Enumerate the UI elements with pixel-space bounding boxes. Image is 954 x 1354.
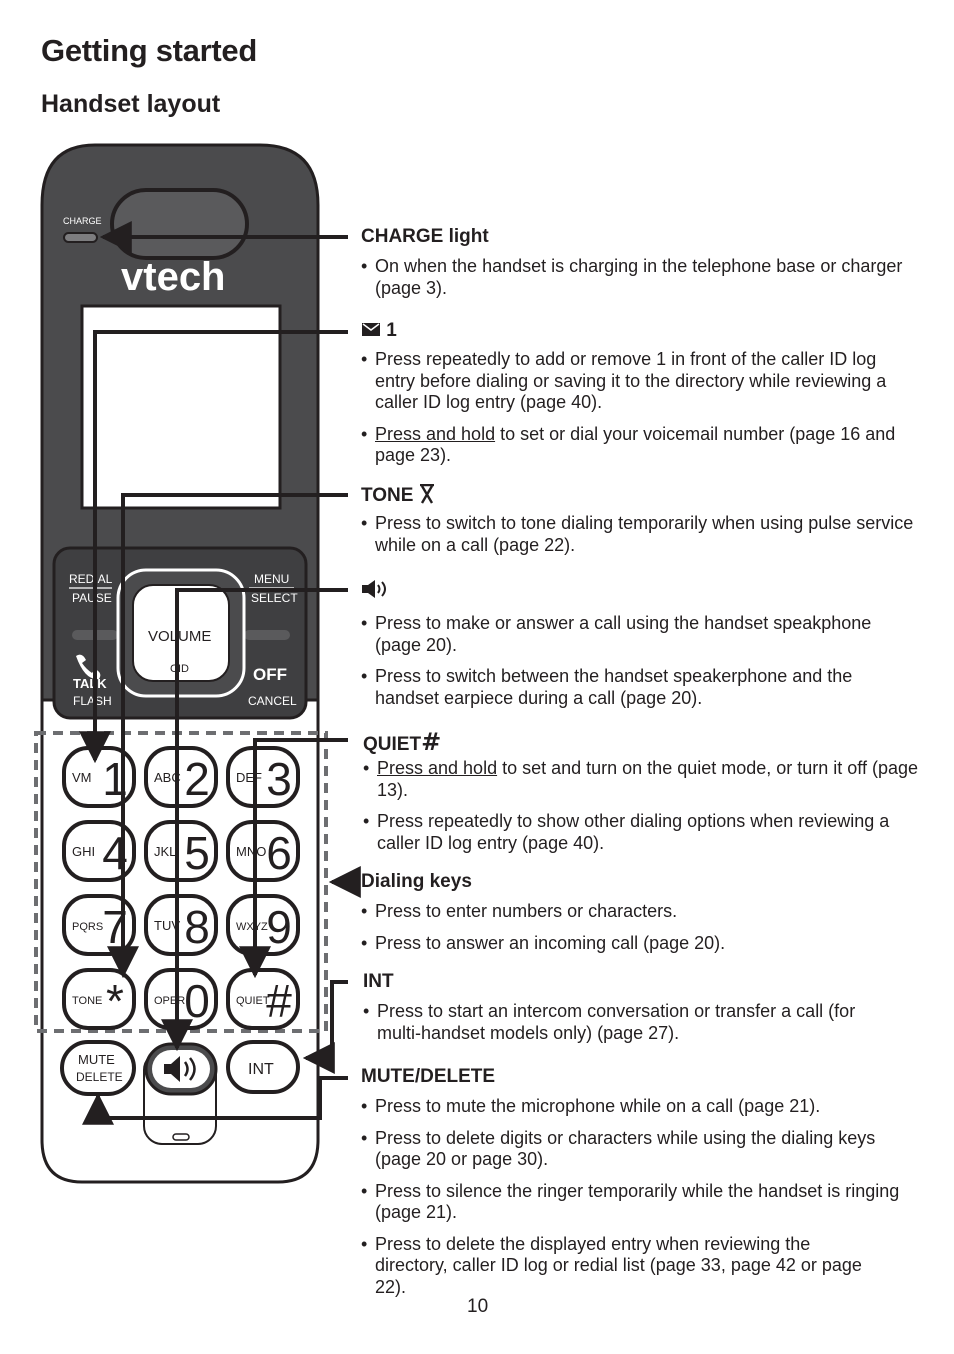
redial-label: REDIAL [69,572,113,586]
mute-bullets [361,1096,921,1308]
dial-key-digit: 9 [266,901,292,953]
tone-star-icon [419,484,435,504]
list-item: • Press to make or answer a call using the handset speakphone (page 20). [361,613,921,656]
dial-key-2[interactable] [146,748,216,806]
list-item: • Press repeatedly to show other dialing options when reviewing a caller ID log entry (page 40). [363,811,923,854]
tone-bullets [361,513,921,566]
section-subtitle: Handset layout [41,90,221,118]
svg-text:INT: INT [248,1061,274,1078]
dial-key-letters: MNO [236,844,267,859]
quiet-bullets [363,758,923,864]
dial-key-star[interactable] [64,970,134,1028]
mute-delete-key [62,1042,134,1094]
vm-title: 1 [361,320,397,342]
pause-label: PAUSE [72,591,112,605]
svg-text:DELETE: DELETE [76,1070,123,1084]
off-label: OFF [253,665,287,684]
int-bullets [363,1001,863,1054]
page-number: 10 [467,1296,489,1317]
list-item: • Press to start an intercom conversation or transfer a call (for multi-handset models only) (page 27). [363,1001,863,1044]
dial-key-letters: ABC [154,770,181,785]
list-item: • Press to answer an incoming call (page 20). [361,933,921,955]
display-screen [82,306,280,508]
vm-bullets [361,349,921,477]
speaker-icon [361,579,389,599]
dial-key-letters: GHI [72,844,96,859]
dial-key-digit: * [106,975,124,1027]
dial-key-digit: 0 [184,975,210,1027]
list-item: • Press to enter numbers or characters. [361,901,921,923]
list-item: • Press to switch between the handset speakerphone and the handset earpiece during a call (page 20). [361,666,921,709]
brand-logo: vtech [121,255,226,299]
dial-key-letters: TUV [154,918,180,933]
menu-label: MENU [254,572,290,586]
flash-label: FLASH [73,694,112,708]
list-item: • Press repeatedly to add or remove 1 in front of the caller ID log entry before dialing or saving it to the directory while reviewing a caller ID log entry (page 40). [361,349,921,414]
dial-key-8[interactable] [146,896,216,954]
dial-key-digit: 5 [184,827,210,879]
list-item: • Press and hold to set and turn on the quiet mode, or turn it off (page 13). [363,758,923,801]
quiet-title: QUIET# [363,727,442,756]
charge-light-title: CHARGE light [361,226,489,247]
dial-key-letters: OPER [154,995,186,1007]
dial-key-9[interactable] [228,896,298,954]
list-item: • Press to mute the microphone while on a call (page 21). [361,1096,921,1118]
cancel-label: CANCEL [248,694,297,708]
dial-key-digit: 2 [184,753,210,805]
svg-text:MUTE: MUTE [78,1052,115,1067]
dial-key-digit: 1 [102,753,128,805]
page-title: Getting started [41,33,257,68]
charge-light [64,233,97,242]
list-item: • Press to switch to tone dialing temporarily when using pulse service while on a call (page 22). [361,513,921,556]
dial-key-letters: JKL [154,844,177,859]
talk-label: TALK [73,676,107,691]
dial-key-letters: VM [72,770,92,785]
charge-bullets [361,256,921,309]
dial-key-0[interactable] [146,970,216,1028]
select-label: SELECT [251,591,298,605]
charge-label: CHARGE [63,216,102,226]
list-item: • Press to delete digits or characters while using the dialing keys (page 20 or page 30). [361,1128,921,1171]
dialing-keys-title: Dialing keys [361,871,472,892]
int-title: INT [363,971,394,992]
dial-key-letters: DEF [236,770,262,785]
cid-label: CID [170,663,189,675]
list-item: • On when the handset is charging in the telephone base or charger (page 3). [361,256,921,299]
dial-key-digit: 4 [102,827,128,879]
dial-key-hash[interactable] [228,970,298,1028]
volume-label: VOLUME [148,628,212,645]
dial-key-letters: QUIET [236,995,270,1007]
speaker-bullets [361,613,921,719]
mute-delete-title: MUTE/DELETE [361,1066,496,1087]
dial-key-digit: 7 [102,901,128,953]
tone-title: TONE [361,484,435,507]
speaker-title [361,579,389,605]
dial-key-letters: WXYZ [236,921,268,933]
dial-key-letters: TONE [72,995,103,1007]
dial-key-3[interactable] [228,748,298,806]
dial-key-letters: PQRS [72,921,104,933]
dial-key-digit: 8 [184,901,210,953]
dial-key-digit: # [266,975,292,1027]
list-item: • Press to silence the ringer temporarily while the handset is ringing (page 21). [361,1181,921,1224]
mail-icon [361,322,381,337]
dial-key-digit: 6 [266,827,292,879]
earpiece [112,190,247,258]
dial-key-5[interactable] [146,822,216,880]
dial-key-6[interactable] [228,822,298,880]
dial-key-digit: 3 [266,753,292,805]
dialing-bullets [361,901,921,964]
list-item: • Press and hold to set or dial your voicemail number (page 16 and page 23). [361,424,921,467]
list-item: • Press to delete the displayed entry when reviewing the directory, caller ID log or redial list (page 33, page 42 or page 22). [361,1234,865,1299]
hash-icon: # [421,727,442,756]
